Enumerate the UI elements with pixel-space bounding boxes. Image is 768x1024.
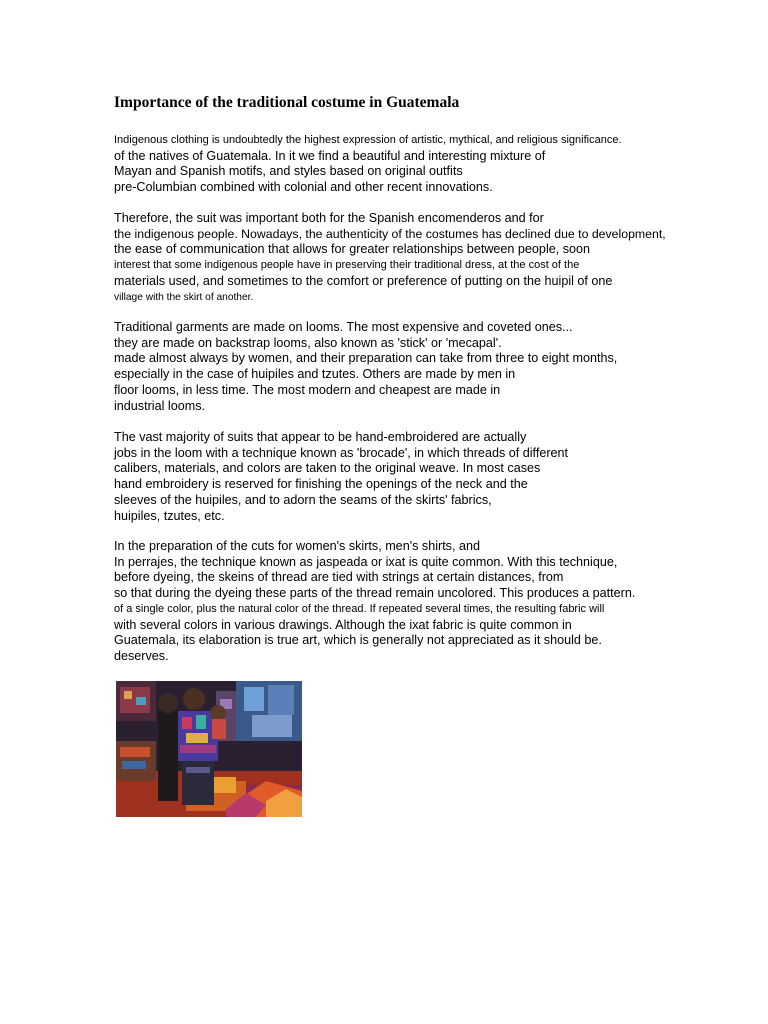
photo-illustration <box>116 681 302 817</box>
text-line: so that during the dyeing these parts of the thread remain uncolored. This produces a pattern. <box>114 586 636 601</box>
text-line: the indigenous people. Nowadays, the authenticity of the costumes has declined due to development, <box>114 226 666 241</box>
text-line: industrial looms. <box>114 398 205 413</box>
text-line: Therefore, the suit was important both for the Spanish encomenderos and for <box>114 211 544 225</box>
text-line: Mayan and Spanish motifs, and styles based on original outfits <box>114 164 463 179</box>
text-line: In perrajes, the technique known as jaspeada or ixat is quite common. With this technique, <box>114 554 618 569</box>
paragraph-3 <box>114 320 617 414</box>
text-line: In the preparation of the cuts for women's skirts, men's shirts, and <box>114 539 480 553</box>
text-line: jobs in the loom with a technique known as 'brocade', in which threads of different <box>114 445 569 460</box>
text-line: village with the skirt of another. <box>114 291 254 303</box>
text-line: of the natives of Guatemala. In it we find a beautiful and interesting mixture of <box>114 148 546 163</box>
paragraph-5 <box>114 539 635 665</box>
text-line: The vast majority of suits that appear to be hand-embroidered are actually <box>114 430 527 444</box>
text-line: materials used, and sometimes to the comfort or preference of putting on the huipil of one <box>114 273 613 288</box>
text-line: made almost always by women, and their preparation can take from three to eight months, <box>114 351 618 366</box>
text-line: floor looms, in less time. The most modern and cheapest are made in <box>114 382 501 397</box>
text-line: they are made on backstrap looms, also known as 'stick' or 'mecapal'. <box>114 335 502 350</box>
text-line: Indigenous clothing is undoubtedly the highest expression of artistic, mythical, and religious significance. <box>114 134 622 146</box>
text-line: Guatemala, its elaboration is true art, which is generally not appreciated as it should be. <box>114 633 602 648</box>
text-line: sleeves of the huipiles, and to adorn the seams of the skirts' fabrics, <box>114 492 492 507</box>
text-line: especially in the case of huipiles and tzutes. Others are made by men in <box>114 367 516 382</box>
paragraph-4 <box>114 430 568 524</box>
text-line: Traditional garments are made on looms. The most expensive and coveted ones... <box>114 320 573 334</box>
text-line: huipiles, tzutes, etc. <box>114 508 225 523</box>
textile-market-photo <box>116 681 302 817</box>
paragraph-1 <box>114 133 622 196</box>
text-line: interest that some indigenous people have in preserving their traditional dress, at the cost of the <box>114 259 580 272</box>
text-line: deserves. <box>114 648 169 663</box>
text-line: the ease of communication that allows for greater relationships between people, soon <box>114 242 591 257</box>
text-line: hand embroidery is reserved for finishing the openings of the neck and the <box>114 477 528 492</box>
text-line: pre-Columbian combined with colonial and other recent innovations. <box>114 180 493 195</box>
text-line: calibers, materials, and colors are taken to the original weave. In most cases <box>114 461 541 476</box>
text-line: before dyeing, the skeins of thread are tied with strings at certain distances, from <box>114 570 564 585</box>
document-title: Importance of the traditional costume in Guatemala <box>114 94 460 111</box>
paragraph-2 <box>114 211 666 305</box>
text-line: with several colors in various drawings. Although the ixat fabric is quite common in <box>114 617 572 632</box>
text-line: of a single color, plus the natural color of the thread. If repeated several times, the resulting fabric will <box>114 602 605 615</box>
